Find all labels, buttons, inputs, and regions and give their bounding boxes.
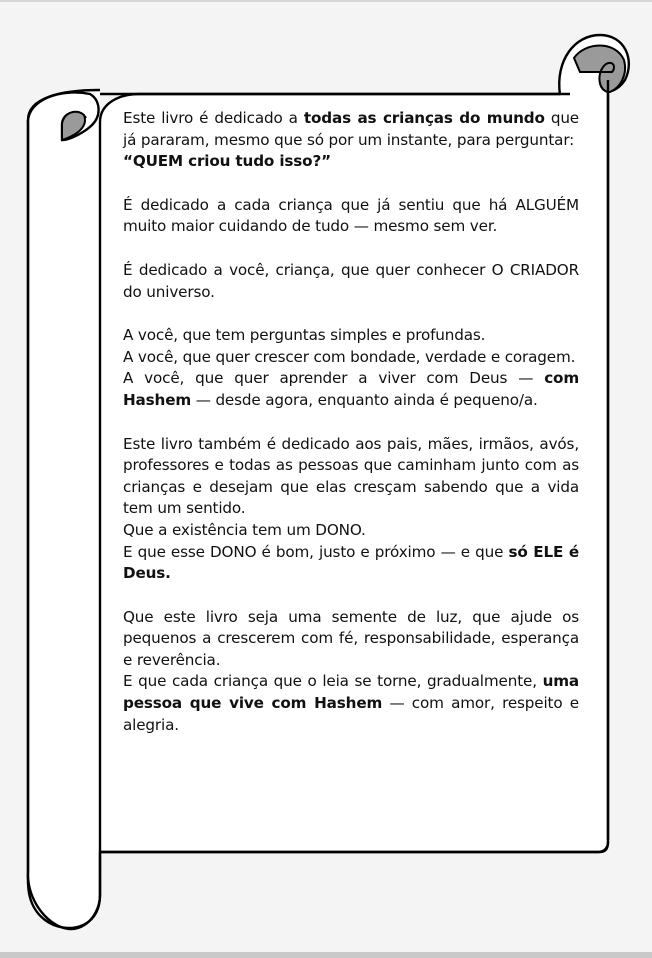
p6-line-2-end: — com amor, respeito e alegria. [123,694,579,734]
p6-line-1: Que este livro seja uma semente de luz, que ajude os pequenos a crescerem com fé, responsabilidade, esperança e reverência. [123,607,579,669]
p5-line-3 [123,542,579,585]
p4-bold-hashem: com Hashem [123,369,579,409]
paragraph-4 [123,325,579,411]
p4-line-2: A você, que quer crescer com bondade, verdade e coragem. [123,347,576,366]
p5-bold-phrase: só ELE é Deus. [123,542,580,583]
p1-text-start: Este livro é dedicado a [123,109,304,127]
p5-line-1: Este livro também é dedicado aos pais, mães, irmãos, avós, professores e todas as pessoas que caminham junto com as crianças e desejam que elas cresçam sabendo que a vida tem um sentido. [123,434,579,518]
p4-line-3 [123,368,579,411]
p6-line-2-start: E que cada criança que o leia se torne, gradualmente, [123,672,543,691]
p1-question: “QUEM criou tudo isso?” [123,152,331,171]
p4-line-3-end: — desde agora, enquanto ainda é pequeno/a. [191,390,538,409]
bottom-border [0,952,652,958]
p1-bold-phrase: todas as crianças do mundo [303,109,545,127]
dedication-text [123,108,579,758]
p4-line-1: A você, que tem perguntas simples e profundas. [123,326,486,345]
p4-line-3-start: A você, que quer aprender a viver com Deus — [123,369,545,388]
paragraph-2: É dedicado a cada criança que já sentiu que há ALGUÉM muito maior cuidando de tudo — mesmo sem ver. [123,195,579,236]
p1-text-end: que já pararam, mesmo que só por um instante, para perguntar: [123,109,579,149]
paragraph-5 [123,434,579,585]
paragraph-1 [123,108,579,173]
p6-bold-phrase: uma pessoa que vive com Hashem [123,672,579,713]
paragraph-3: É dedicado a você, criança, que quer conhecer O CRIADOR do universo. [123,260,579,301]
p6-line-2 [123,671,579,736]
p5-line-3-start: E que esse DONO é bom, justo e próximo — e que [123,542,509,561]
paragraph-6 [123,607,579,737]
p5-line-2: Que a existência tem um DONO. [123,520,366,539]
